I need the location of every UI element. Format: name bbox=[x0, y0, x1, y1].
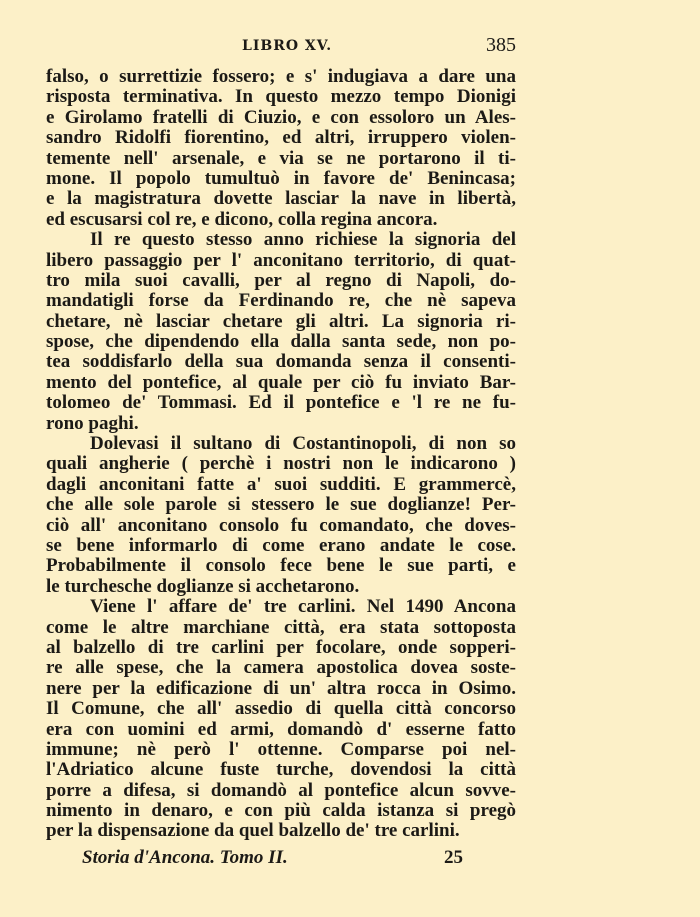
text-line: risposta terminativa. In questo mezzo tempo Dionigi bbox=[46, 86, 516, 108]
text-line: dagli anconitani fatte a' suoi sudditi. E grammercè, bbox=[46, 473, 516, 495]
text-line: al balzello di tre carlini per focolare, onde sopperi- bbox=[46, 636, 516, 658]
text-line: come le altre marchiane città, era stata sottoposta bbox=[46, 616, 516, 638]
text-line: Probabilmente il consolo fece bene le sue parti, e bbox=[46, 555, 516, 577]
text-line: tro mila suoi cavalli, per al regno di Napoli, do- bbox=[46, 269, 516, 291]
running-head bbox=[46, 34, 516, 60]
text-line: spose, che dipendendo ella dalla santa sede, non po- bbox=[46, 331, 516, 353]
text-line: re alle spese, che la camera apostolica dovea soste- bbox=[46, 657, 516, 679]
text-line: nimento in denaro, e con più calda istanza si pregò bbox=[46, 800, 516, 822]
text-line: era con uomini ed armi, domandò d' esserne fatto bbox=[46, 718, 516, 740]
running-title: LIBRO XV. bbox=[242, 38, 333, 54]
text-line: e Girolamo fratelli di Ciuzio, e con essoloro un Ales- bbox=[46, 106, 516, 128]
body-text bbox=[46, 67, 516, 842]
page-number: 385 bbox=[486, 34, 516, 56]
text-line: l'Adriatico alcune fuste turche, dovendosi la città bbox=[46, 759, 516, 781]
text-line: Il re questo stesso anno richiese la signoria del bbox=[90, 229, 516, 251]
text-line: tolomeo de' Tommasi. Ed il pontefice e 'l re ne fu- bbox=[46, 392, 516, 414]
paragraph bbox=[46, 434, 516, 597]
text-line: rono paghi. bbox=[46, 412, 139, 434]
text-line: Il Comune, che all' assedio di quella città concorso bbox=[46, 698, 516, 720]
text-line: Dolevasi il sultano di Costantinopoli, di non so bbox=[90, 433, 516, 455]
text-line: per la dispensazione da quel balzello de' tre carlini. bbox=[46, 820, 460, 842]
text-line: le turchesche doglianze si acchetarono. bbox=[46, 575, 360, 597]
text-line: mandatigli forse da Ferdinando re, che nè sapeva bbox=[46, 290, 516, 312]
page-footer bbox=[46, 847, 516, 871]
text-line: porre a difesa, si domandò al pontefice alcun sovve- bbox=[46, 779, 516, 801]
text-line: se bene informarlo di come erano andate le cose. bbox=[46, 534, 516, 556]
text-line: tea soddisfarlo della sua domanda senza il consenti- bbox=[46, 351, 516, 373]
text-line: ed escusarsi col re, e dicono, colla regina ancora. bbox=[46, 208, 438, 230]
text-line: libero passaggio per l' anconitano territorio, di quat- bbox=[46, 249, 516, 271]
text-line: chetare, nè lasciar chetare gli altri. La signoria ri- bbox=[46, 310, 516, 332]
text-line: temente nell' arsenale, e via se ne portarono il ti- bbox=[46, 147, 516, 169]
text-line: e la magistratura dovette lasciar la nave in libertà, bbox=[46, 188, 516, 210]
signature-mark: 25 bbox=[444, 847, 463, 868]
paragraph bbox=[46, 230, 516, 434]
text-line: ciò all' anconitano consolo fu comandato, che doves- bbox=[46, 514, 516, 536]
paragraph bbox=[46, 597, 516, 842]
text-line: falso, o surrettizie fossero; e s' indugiava a dare una bbox=[46, 66, 516, 87]
text-line: quali angherie ( perchè i nostri non le indicarono ) bbox=[46, 453, 516, 475]
book-title: Storia d'Ancona. Tomo II. bbox=[82, 847, 288, 868]
text-line: immune; nè però l' ottenne. Comparse poi nel- bbox=[46, 738, 516, 760]
text-line: sandro Ridolfi fiorentino, ed altri, irruppero violen- bbox=[46, 127, 516, 149]
text-line: mone. Il popolo tumultuò in favore de' Benincasa; bbox=[46, 167, 516, 189]
text-line: mento del pontefice, al quale per ciò fu inviato Bar- bbox=[46, 371, 516, 393]
paragraph bbox=[46, 67, 516, 230]
text-line: che alle sole parole si stessero le sue doglianze! Per- bbox=[46, 494, 516, 516]
text-line: Viene l' affare de' tre carlini. Nel 1490 Ancona bbox=[90, 596, 516, 618]
text-line: nere per la edificazione di un' altra rocca in Osimo. bbox=[46, 677, 516, 699]
